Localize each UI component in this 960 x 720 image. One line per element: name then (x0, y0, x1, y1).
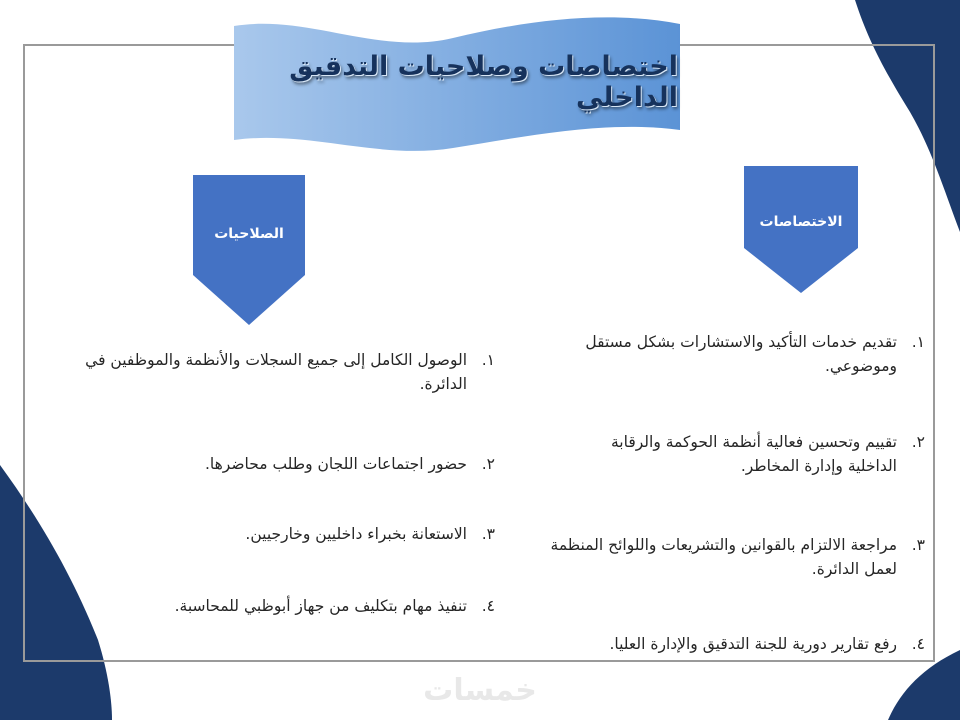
powers-chevron (193, 175, 305, 325)
list-item (25, 594, 495, 618)
item-number: ٢. (481, 455, 495, 473)
list-item (520, 330, 925, 378)
list-item (520, 533, 925, 581)
powers-header: الصلاحيات (214, 226, 284, 242)
list-item (520, 430, 925, 478)
list-item (25, 348, 495, 396)
item-text: رفع تقارير دورية للجنة التدقيق والإدارة العليا. (609, 635, 897, 653)
item-number: ٤. (481, 597, 495, 615)
item-number: ٤. (911, 635, 925, 653)
list-item (25, 522, 495, 546)
item-text: تقديم خدمات التأكيد والاستشارات بشكل مستقل وموضوعي. (585, 333, 897, 375)
item-number: ١. (911, 333, 925, 351)
item-text: تنفيذ مهام بتكليف من جهاز أبوظبي للمحاسبة. (174, 597, 467, 615)
competencies-header: الاختصاصات (759, 214, 843, 230)
item-text: تقييم وتحسين فعالية أنظمة الحوكمة والرقابة الداخلية وإدارة المخاطر. (610, 433, 897, 475)
list-item (25, 452, 495, 476)
item-text: الوصول الكامل إلى جميع السجلات والأنظمة والموظفين في الدائرة. (85, 351, 467, 393)
item-text: حضور اجتماعات اللجان وطلب محاضرها. (204, 455, 467, 473)
item-number: ٣. (481, 525, 495, 543)
list-item (520, 632, 925, 656)
item-number: ١. (481, 351, 495, 369)
slide-title: اختصاصات وصلاحيات التدقيق الداخلي (289, 51, 678, 113)
watermark-logo: خمسات (423, 672, 537, 708)
item-text: الاستعانة بخبراء داخليين وخارجيين. (245, 525, 467, 543)
item-number: ٢. (911, 433, 925, 451)
item-number: ٣. (911, 536, 925, 554)
item-text: مراجعة الالتزام بالقوانين والتشريعات واللوائح المنظمة لعمل الدائرة. (550, 536, 897, 578)
